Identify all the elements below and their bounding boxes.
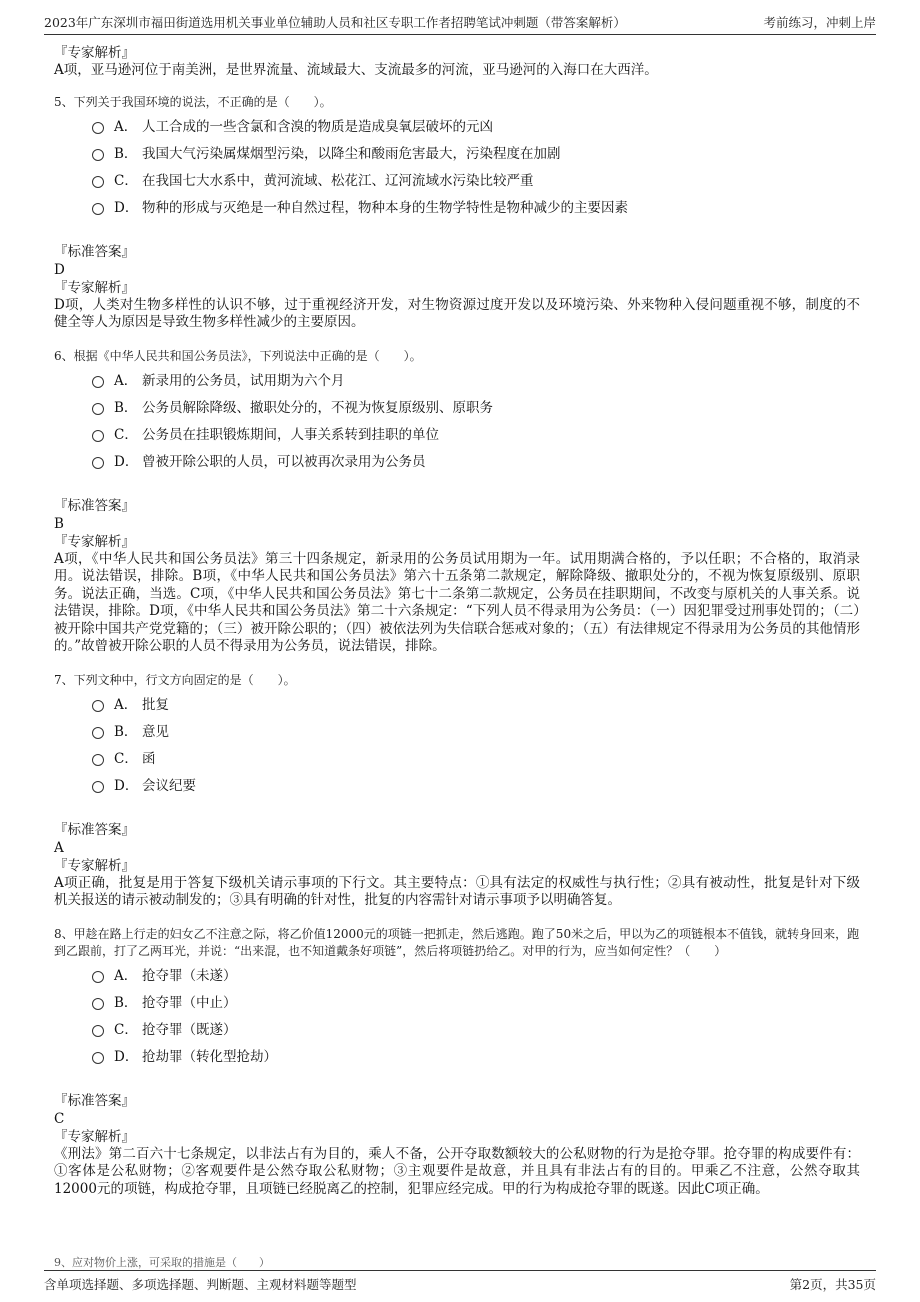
option-c[interactable] — [92, 749, 860, 776]
option-b[interactable] — [92, 993, 860, 1020]
analysis-label: 『专家解析』 — [54, 1128, 135, 1145]
radio-icon[interactable] — [92, 1025, 104, 1037]
radio-icon[interactable] — [92, 1052, 104, 1064]
answer-block — [54, 497, 860, 656]
option-text: 曾被开除公职的人员，可以被再次录用为公务员 — [142, 453, 426, 470]
option-letter: D． — [114, 453, 139, 470]
radio-icon[interactable] — [92, 403, 104, 415]
analysis-label: 『专家解析』 — [54, 533, 135, 550]
analysis-label: 『专家解析』 — [54, 45, 135, 61]
radio-icon[interactable] — [92, 727, 104, 739]
radio-icon[interactable] — [92, 457, 104, 469]
question-stem: 8、甲趁在路上行走的妇女乙不注意之际，将乙价值12000元的项链一把抓走，然后逃跑。跑了50米之后，甲以为乙的项链根本不值钱，就转身回来，跑到乙跟前，打了乙两耳光，并说：“出来混，也不知道戴条好项链”，然后将项链扔给乙。对甲的行为，应当如何定性？（ ） — [54, 926, 860, 958]
option-list — [92, 371, 860, 479]
option-letter: B． — [114, 145, 138, 162]
footer-note: 含单项选择题、多项选择题、判断题、主观材料题等题型 — [44, 1277, 357, 1292]
option-text: 抢夺罪（未遂） — [142, 967, 237, 984]
option-text: 人工合成的一些含氯和含溴的物质是造成臭氧层破坏的元凶 — [142, 118, 493, 135]
page-number: 第2页，共35页 — [789, 1277, 876, 1292]
answer-label: 『标准答案』 — [54, 243, 135, 260]
option-d[interactable] — [92, 452, 860, 479]
option-letter: B． — [114, 994, 138, 1011]
option-list — [92, 695, 860, 803]
option-text: 会议纪要 — [142, 777, 196, 794]
answer-value: D — [54, 261, 65, 278]
option-text: 新录用的公务员，试用期为六个月 — [142, 372, 345, 389]
option-a[interactable] — [92, 117, 860, 144]
question-6 — [54, 348, 860, 656]
option-letter: C． — [114, 172, 138, 189]
question-stem: 7、下列文种中，行文方向固定的是（ ）。 — [54, 672, 296, 687]
answer-block — [54, 821, 860, 910]
option-text: 函 — [142, 750, 156, 767]
option-b[interactable] — [92, 398, 860, 425]
radio-icon[interactable] — [92, 971, 104, 983]
option-letter: D． — [114, 1048, 139, 1065]
radio-icon[interactable] — [92, 376, 104, 388]
option-letter: C． — [114, 1021, 138, 1038]
radio-icon[interactable] — [92, 149, 104, 161]
analysis-text: A项，亚马逊河位于南美洲，是世界流量、流域最大、支流最多的河流，亚马逊河的入海口在大西洋。 — [54, 62, 658, 78]
analysis-label: 『专家解析』 — [54, 279, 135, 296]
previous-analysis — [54, 44, 860, 80]
document-title: 2023年广东深圳市福田街道选用机关事业单位辅助人员和社区专职工作者招聘笔试冲刺题（带答案解析） — [44, 15, 626, 30]
answer-label: 『标准答案』 — [54, 497, 135, 514]
question-stem: 6、根据《中华人民共和国公务员法》，下列说法中正确的是（ ）。 — [54, 348, 422, 363]
option-list — [92, 966, 860, 1074]
radio-icon[interactable] — [92, 430, 104, 442]
analysis-label: 『专家解析』 — [54, 857, 135, 874]
option-letter: B． — [114, 399, 138, 416]
option-letter: C． — [114, 750, 138, 767]
option-c[interactable] — [92, 425, 860, 452]
option-c[interactable] — [92, 171, 860, 198]
answer-label: 『标准答案』 — [54, 821, 135, 838]
option-text: 抢夺罪（中止） — [142, 994, 237, 1011]
option-text: 在我国七大水系中，黄河流域、松花江、辽河流域水污染比较严重 — [142, 172, 534, 189]
analysis-text: 《刑法》第二百六十七条规定，以非法占有为目的，乘人不备，公开夺取数额较大的公私财物的行为是抢夺罪。抢夺罪的构成要件有：①客体是公私财物；②客观要件是公然夺取公私财物；③主观要件是故意，并且具有非法占有的目的。甲乘乙不注意，公然夺取其12000元的项链，构成抢夺罪，且项链已经脱离乙的控制，犯罪应经完成。甲的行为构成抢夺罪的既遂。因此C项正确。 — [54, 1145, 860, 1197]
question-5 — [54, 94, 860, 332]
analysis-text: D项，人类对生物多样性的认识不够，过于重视经济开发，对生物资源过度开发以及环境污染、外来物种入侵问题重视不够，制度的不健全等人为原因是导致生物多样性减少的主要原因。 — [54, 296, 860, 330]
radio-icon[interactable] — [92, 781, 104, 793]
answer-value: B — [54, 515, 64, 532]
option-a[interactable] — [92, 966, 860, 993]
radio-icon[interactable] — [92, 122, 104, 134]
option-text: 批复 — [142, 696, 169, 713]
question-8 — [54, 926, 860, 1199]
next-question-stem-cut: 9、应对物价上涨，可采取的措施是（ ） — [54, 1256, 270, 1269]
radio-icon[interactable] — [92, 754, 104, 766]
question-stem: 5、下列关于我国环境的说法，不正确的是（ ）。 — [54, 94, 332, 109]
option-list — [92, 117, 860, 225]
answer-value: C — [54, 1110, 65, 1127]
radio-icon[interactable] — [92, 203, 104, 215]
option-letter: C． — [114, 426, 138, 443]
option-d[interactable] — [92, 1047, 860, 1074]
option-text: 公务员在挂职锻炼期间，人事关系转到挂职的单位 — [142, 426, 439, 443]
page-content — [54, 44, 860, 1198]
option-b[interactable] — [92, 722, 860, 749]
option-letter: A． — [114, 118, 138, 135]
option-text: 我国大气污染属煤烟型污染，以降尘和酸雨危害最大，污染程度在加剧 — [142, 145, 561, 162]
answer-label: 『标准答案』 — [54, 1092, 135, 1109]
option-text: 意见 — [142, 723, 169, 740]
page-footer — [44, 1270, 876, 1301]
page-header — [44, 0, 876, 35]
option-a[interactable] — [92, 371, 860, 398]
answer-value: A — [54, 839, 64, 856]
header-slogan: 考前练习，冲刺上岸 — [763, 15, 876, 30]
option-text: 物种的形成与灭绝是一种自然过程，物种本身的生物学特性是物种减少的主要因素 — [142, 199, 628, 216]
option-d[interactable] — [92, 198, 860, 225]
analysis-text: A项，《中华人民共和国公务员法》第三十四条规定，新录用的公务员试用期为一年。试用期满合格的，予以任职；不合格的，取消录用。说法错误，排除。B项，《中华人民共和国公务员法》第六十五条第二款规定，解除降级、撤职处分的，不视为恢复原级别、原职务。说法正确，当选。C项，《中华人民共和国公务员法》第七十二条第二款规定，公务员在挂职期间，不改变与原机关的人事关系。说法错误，排除。D项，《中华人民共和国公务员法》第二十六条规定：“下列人员不得录用为公务员：（一）因犯罪受过刑事处罚的；（二）被开除中国共产党党籍的；（三）被开除公职的；（四）被依法列为失信联合惩戒对象的；（五）有法律规定不得录用为公务员的其他情形的。”故曾被开除公职的人员不得录用为公务员，说法错误，排除。 — [54, 550, 860, 654]
option-letter: A． — [114, 696, 138, 713]
option-a[interactable] — [92, 695, 860, 722]
option-text: 公务员解除降级、撤职处分的，不视为恢复原级别、原职务 — [142, 399, 493, 416]
option-letter: D． — [114, 199, 139, 216]
radio-icon[interactable] — [92, 700, 104, 712]
analysis-text: A项正确，批复是用于答复下级机关请示事项的下行文。其主要特点：①具有法定的权威性与执行性；②具有被动性，批复是针对下级机关报送的请示被动制发的；③具有明确的针对性，批复的内容需针对请示事项予以明确答复。 — [54, 874, 860, 908]
option-d[interactable] — [92, 776, 860, 803]
radio-icon[interactable] — [92, 176, 104, 188]
radio-icon[interactable] — [92, 998, 104, 1010]
option-text: 抢劫罪（转化型抢劫） — [142, 1048, 277, 1065]
option-letter: A． — [114, 372, 138, 389]
option-letter: D． — [114, 777, 139, 794]
option-text: 抢夺罪（既遂） — [142, 1021, 237, 1038]
answer-block — [54, 243, 860, 332]
question-7 — [54, 672, 860, 910]
option-b[interactable] — [92, 144, 860, 171]
option-letter: A． — [114, 967, 138, 984]
answer-block — [54, 1092, 860, 1199]
option-letter: B． — [114, 723, 138, 740]
option-c[interactable] — [92, 1020, 860, 1047]
